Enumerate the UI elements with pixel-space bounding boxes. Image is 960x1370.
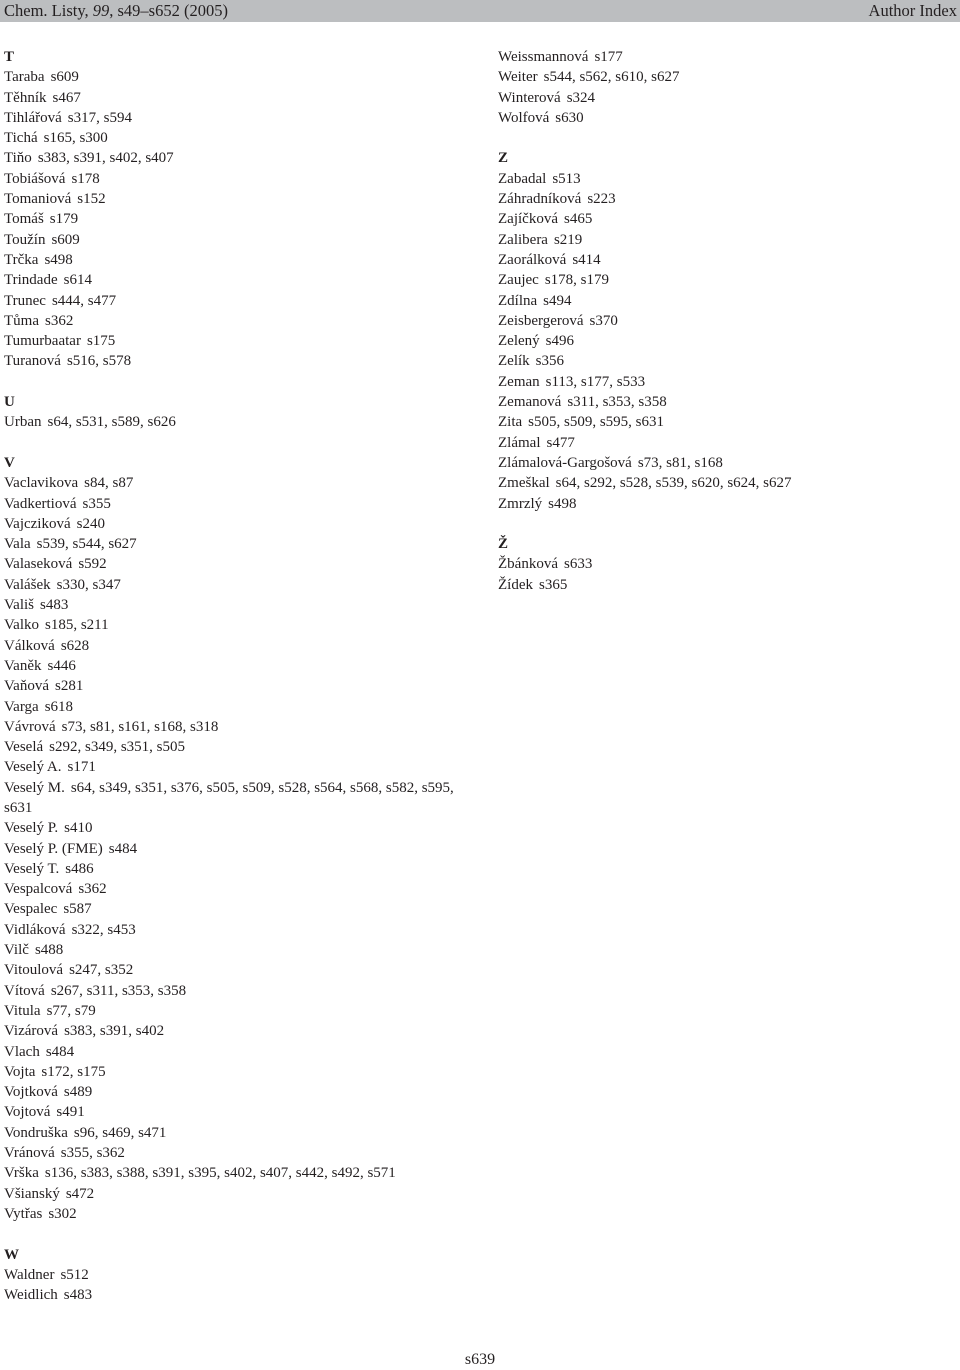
page-references: s302: [48, 1205, 77, 1222]
page-references: s483: [63, 1287, 93, 1304]
author-entry: [4, 757, 474, 777]
author-entry: [4, 1062, 474, 1082]
author-entry: [4, 1204, 474, 1224]
author-name: Vespalec: [4, 901, 58, 918]
author-name: Vitula: [4, 1002, 41, 1019]
author-entry: [4, 717, 474, 737]
author-name: Weissmannová: [498, 49, 589, 65]
author-entry: [498, 270, 958, 290]
page-references: s516, s578: [66, 353, 132, 370]
author-entry: [4, 1184, 474, 1204]
page-references: s410: [64, 820, 93, 837]
author-entry: [498, 575, 958, 595]
page-references: s324: [566, 89, 596, 106]
author-entry: [4, 108, 474, 128]
author-entry: [4, 311, 474, 331]
page-references: s489: [63, 1084, 93, 1101]
author-name: Tihlářová: [4, 109, 62, 126]
author-entry: [4, 981, 474, 1001]
author-name: Weiter: [498, 69, 538, 86]
author-entry: [498, 209, 958, 229]
author-name: Valášek: [4, 576, 51, 593]
author-name: Toužín: [4, 231, 46, 248]
author-entry: [498, 169, 958, 189]
author-name: Tůma: [4, 312, 39, 329]
author-name: Zelený: [498, 333, 540, 350]
page-references: s311, s353, s358: [567, 394, 667, 411]
author-entry: [4, 128, 474, 148]
author-entry: [4, 1143, 474, 1163]
page-references: s505, s509, s595, s631: [528, 414, 665, 431]
author-entry: [4, 1042, 474, 1062]
page-references: s84, s87: [84, 475, 134, 492]
author-entry: [498, 433, 958, 453]
author-name: Zelík: [498, 353, 530, 370]
author-entry: [498, 291, 958, 311]
index-section: [4, 453, 474, 1224]
page-references: s177: [594, 49, 623, 65]
author-name: Vala: [4, 536, 31, 553]
page-references: s630: [555, 109, 584, 126]
page-references: s472: [65, 1185, 95, 1202]
page-references: s484: [45, 1043, 75, 1060]
journal-volume: 99: [92, 1, 110, 20]
author-name: Veselý T.: [4, 860, 60, 877]
page-references: s491: [56, 1104, 85, 1121]
page-references: s614: [63, 272, 92, 289]
author-name: Vaněk: [4, 657, 42, 674]
author-name: Vidláková: [4, 921, 66, 938]
author-name: Vajcziková: [4, 515, 71, 532]
page-references: s73, s81, s161, s168, s318: [61, 718, 219, 735]
page-references: s267, s311, s353, s358: [50, 982, 187, 999]
page-references: s370: [589, 312, 618, 329]
author-name: Vojtková: [4, 1084, 58, 1101]
page-references: s513: [552, 170, 581, 187]
index-section: [498, 47, 958, 128]
author-name: Tomáš: [4, 211, 44, 228]
page-references: s633: [563, 556, 593, 573]
page-references: s178, s179: [544, 272, 609, 289]
page-references: s355, s362: [60, 1145, 125, 1162]
author-name: Tiňo: [4, 150, 32, 167]
index-section: [4, 47, 474, 372]
author-name: Valko: [4, 617, 39, 634]
author-name: Tobiášová: [4, 170, 66, 187]
author-entry: [4, 1082, 474, 1102]
author-name: Žídek: [498, 576, 533, 593]
author-entry: [498, 392, 958, 412]
section-letter: U: [4, 394, 15, 411]
page-references: s609: [51, 231, 80, 248]
author-name: Vespalcová: [4, 881, 73, 898]
page-references: s240: [76, 515, 105, 532]
author-entry: [4, 291, 474, 311]
page-references: s178: [71, 170, 100, 187]
page-references: s152: [77, 191, 106, 208]
page-references: s356: [535, 353, 564, 370]
author-entry: [498, 230, 958, 250]
author-name: Zemanová: [498, 394, 562, 411]
author-name: Veselý M.: [4, 779, 65, 796]
author-entry: [4, 737, 474, 757]
page-references: s64, s531, s589, s626: [47, 414, 176, 431]
page-references: s175: [86, 333, 116, 350]
page-references: s446: [47, 657, 76, 674]
author-entry: [4, 1163, 474, 1183]
author-name: Vaclavikova: [4, 475, 79, 492]
author-entry: [4, 899, 474, 919]
author-entry: [498, 494, 958, 514]
author-entry: [498, 453, 958, 473]
author-name: Zeman: [498, 373, 540, 390]
page-references: s467: [52, 89, 81, 106]
author-name: Všianský: [4, 1185, 60, 1202]
page-references: s494: [543, 292, 572, 309]
author-name: Zaorálková: [498, 251, 567, 268]
author-name: Winterová: [498, 89, 561, 106]
author-name: Vítová: [4, 982, 45, 999]
author-name: Žbánková: [498, 556, 558, 573]
page-references: s483: [40, 597, 69, 614]
author-entry: [498, 108, 958, 128]
page-references: s355: [82, 495, 111, 512]
author-name: Vizárová: [4, 1023, 59, 1040]
page-references: s618: [44, 698, 74, 715]
author-entry: [4, 879, 474, 899]
author-name: Taraba: [4, 69, 45, 86]
author-entry: [4, 67, 474, 87]
author-name: Vránová: [4, 1145, 55, 1162]
page-references: s383, s391, s402, s407: [37, 150, 174, 167]
page-references: s322, s453: [71, 921, 136, 938]
journal-prefix: Chem. Listy,: [4, 1, 93, 20]
author-entry: [4, 859, 474, 879]
page-references: s172, s175: [41, 1063, 106, 1080]
page-references: s64, s292, s528, s539, s620, s624, s627: [555, 475, 792, 492]
page-references: s544, s562, s610, s627: [543, 69, 680, 86]
page-references: s247, s352: [69, 962, 134, 979]
page-references: s136, s383, s388, s391, s395, s402, s407, s442, s492, s571: [44, 1165, 396, 1182]
author-entry: [498, 331, 958, 351]
author-name: Waldner: [4, 1266, 55, 1283]
author-entry: [4, 88, 474, 108]
author-entry: [4, 656, 474, 676]
author-name: Vrška: [4, 1165, 39, 1182]
author-entry: [498, 473, 958, 493]
author-entry: [4, 575, 474, 595]
author-entry: [498, 372, 958, 392]
author-name: Zlámal: [498, 434, 541, 451]
author-entry: [4, 1102, 474, 1122]
author-name: Veselý P. (FME): [4, 840, 103, 857]
journal-page-range: , s49–s652 (2005): [109, 1, 228, 20]
author-entry: [4, 148, 474, 168]
author-entry: [498, 88, 958, 108]
author-entry: [4, 1001, 474, 1021]
author-name: Veselý P.: [4, 820, 59, 837]
author-name: Vojta: [4, 1063, 36, 1080]
author-entry: [4, 778, 454, 819]
author-entry: [498, 250, 958, 270]
author-entry: [498, 351, 958, 371]
author-entry: [4, 1123, 474, 1143]
page-references: s465: [563, 211, 593, 228]
page-references: s113, s177, s533: [545, 373, 646, 390]
author-entry: [4, 960, 474, 980]
author-name: Zmeškal: [498, 475, 550, 492]
author-entry: [498, 554, 958, 574]
index-column-left: [4, 47, 474, 1305]
journal-citation: [4, 0, 228, 21]
page-references: s488: [34, 942, 64, 959]
author-name: Zdílna: [498, 292, 538, 309]
section-letter: Ž: [498, 536, 509, 553]
author-entry: [4, 534, 474, 554]
author-name: Zaujec: [498, 272, 539, 289]
index-section: [4, 392, 474, 433]
author-name: Zalibera: [498, 231, 548, 248]
author-name: Trčka: [4, 251, 39, 268]
page-references: s281: [55, 678, 84, 695]
author-name: Zmrzlý: [498, 495, 543, 512]
page-references: s365: [539, 576, 568, 593]
section-letter: V: [4, 454, 15, 471]
page-references: s179: [49, 211, 79, 228]
index-section: [4, 1245, 474, 1306]
running-header: [0, 0, 960, 22]
author-name: Veselý A.: [4, 759, 62, 776]
index-section: [498, 148, 958, 513]
index-column-right: [498, 47, 958, 595]
page-references: s383, s391, s402: [64, 1023, 165, 1040]
author-name: Veselá: [4, 739, 44, 756]
author-name: Vávrová: [4, 718, 56, 735]
author-entry: [4, 676, 474, 696]
author-name: Vitoulová: [4, 962, 64, 979]
page-references: s477: [546, 434, 575, 451]
author-entry: [4, 169, 474, 189]
author-entry: [4, 940, 474, 960]
page-references: s219: [553, 231, 583, 248]
section-letter: Z: [498, 150, 509, 167]
author-name: Válková: [4, 637, 55, 654]
author-name: Zeisbergerová: [498, 312, 584, 329]
author-name: Vaňová: [4, 678, 49, 695]
author-name: Wolfová: [498, 109, 550, 126]
author-entry: [4, 1285, 474, 1305]
author-entry: [4, 615, 474, 635]
page-references: s362: [45, 312, 74, 329]
author-entry: [4, 554, 474, 574]
author-name: Tichá: [4, 130, 38, 147]
author-entry: [4, 839, 474, 859]
page-references: s292, s349, s351, s505: [49, 739, 186, 756]
page-references: s171: [67, 759, 96, 776]
author-entry: [4, 473, 474, 493]
author-entry: [4, 412, 474, 432]
author-name: Vlach: [4, 1043, 40, 1060]
page-references: s628: [60, 637, 90, 654]
author-entry: [4, 230, 474, 250]
author-name: Tumurbaatar: [4, 333, 81, 350]
author-name: Vytřas: [4, 1205, 43, 1222]
author-name: Záhradníková: [498, 191, 582, 208]
author-name: Vojtová: [4, 1104, 51, 1121]
author-entry: [498, 412, 958, 432]
author-entry: [4, 270, 474, 290]
page-references: s330, s347: [56, 576, 121, 593]
author-entry: [4, 595, 474, 615]
page-references: s185, s211: [45, 617, 109, 634]
page-number: s639: [464, 1351, 496, 1368]
author-entry: [4, 636, 474, 656]
author-entry: [4, 697, 474, 717]
author-entry: [4, 920, 474, 940]
page-references: s77, s79: [46, 1002, 96, 1019]
page-references: s444, s477: [51, 292, 117, 309]
author-entry: [4, 189, 474, 209]
page-references: s414: [572, 251, 601, 268]
author-name: Těhník: [4, 89, 47, 106]
page-references: s498: [548, 495, 577, 512]
section-letter: T: [4, 49, 15, 65]
author-name: Zajíčková: [498, 211, 558, 228]
page-references: s362: [78, 881, 107, 898]
page-references: s484: [108, 840, 138, 857]
page-references: s73, s81, s168: [637, 454, 723, 471]
author-entry: [498, 67, 958, 87]
page-references: s587: [63, 901, 92, 918]
author-name: Vadkertiová: [4, 495, 77, 512]
author-entry: [4, 250, 474, 270]
author-entry: [498, 311, 958, 331]
author-name: Varga: [4, 698, 39, 715]
section-title: Author Index: [868, 1, 957, 20]
page-references: s592: [78, 556, 107, 573]
page-references: s64, s349, s351, s376, s505, s509, s528, s564, s568, s582, s595, s631: [4, 779, 454, 816]
page-references: s512: [60, 1266, 89, 1283]
author-name: Turanová: [4, 353, 61, 370]
author-entry: [4, 209, 474, 229]
author-name: Vilč: [4, 942, 29, 959]
author-entry: [498, 47, 958, 67]
author-entry: [4, 1265, 474, 1285]
index-section: [498, 534, 958, 595]
author-entry: [498, 189, 958, 209]
author-name: Zabadal: [498, 170, 547, 187]
page-references: s96, s469, s471: [73, 1124, 167, 1141]
author-name: Weidlich: [4, 1287, 58, 1304]
author-name: Vališ: [4, 597, 34, 614]
author-name: Trindade: [4, 272, 58, 289]
page-references: s165, s300: [43, 130, 108, 147]
author-entry: [4, 331, 474, 351]
page-references: s486: [65, 860, 94, 877]
author-entry: [4, 494, 474, 514]
author-name: Zita: [498, 414, 523, 431]
author-name: Urban: [4, 414, 42, 431]
author-name: Valaseková: [4, 556, 73, 573]
author-name: Trunec: [4, 292, 46, 309]
page-references: s317, s594: [67, 109, 132, 126]
page-references: s609: [50, 69, 79, 86]
page-references: s496: [545, 333, 574, 350]
author-name: Zlámalová-Gargošová: [498, 454, 632, 471]
page-references: s223: [587, 191, 616, 208]
author-entry: [4, 351, 474, 371]
author-entry: [4, 818, 474, 838]
section-letter: W: [4, 1246, 19, 1263]
author-name: Vondruška: [4, 1124, 68, 1141]
page-references: s539, s544, s627: [36, 536, 137, 553]
author-entry: [4, 1021, 474, 1041]
author-name: Tomaniová: [4, 191, 72, 208]
page-references: s498: [44, 251, 73, 268]
author-entry: [4, 514, 474, 534]
